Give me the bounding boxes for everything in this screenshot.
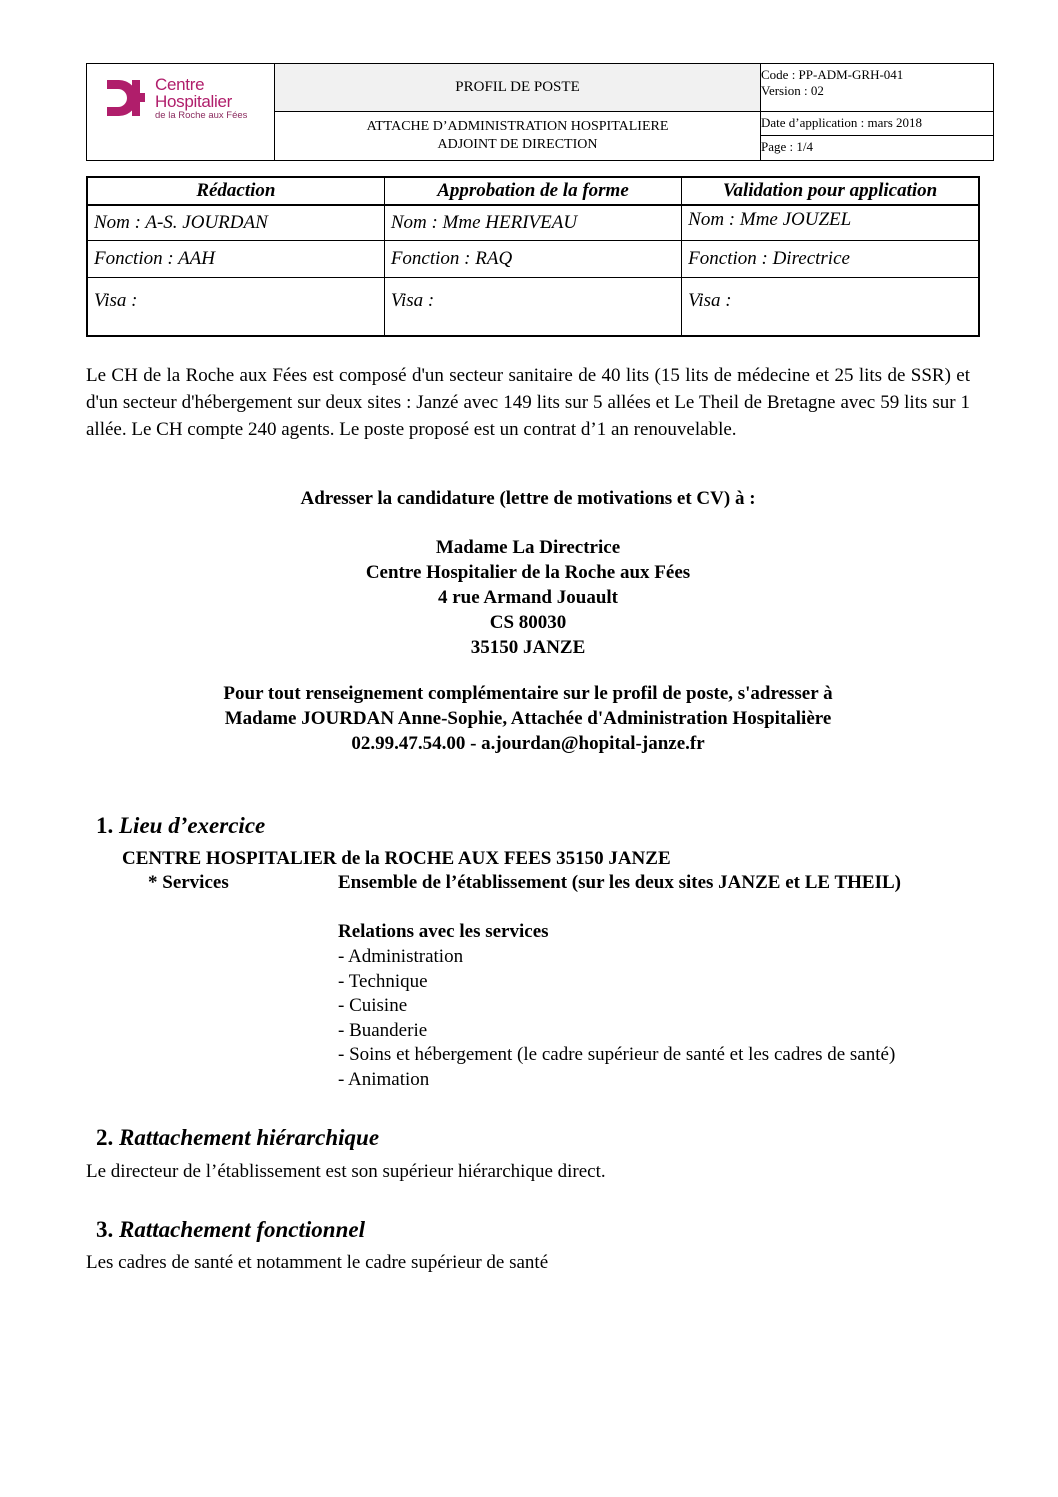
contact-line2: Madame JOURDAN Anne-Sophie, Attachée d'Administration Hospitalière [224,708,832,729]
list-item: - Soins et hébergement (le cadre supérieur de santé et les cadres de santé) [338,1044,896,1065]
logo-line-roche: de la Roche aux Fées [155,110,248,121]
section3-number: 3. [96,1217,114,1242]
address-line: 4 rue Armand Jouault [438,587,618,608]
header-approbation: Approbation de la forme [384,177,681,205]
establishment-name: CENTRE HOSPITALIER de la ROCHE AUX FEES 35150 JANZE [122,848,671,869]
list-item: - Cuisine [338,995,408,1016]
doc-title [275,112,761,160]
document-header [86,63,994,161]
date-application: Date d’application : mars 2018 [761,112,993,136]
visa-validation: Visa : [682,278,979,336]
list-item: - Administration [338,946,464,967]
approval-fonction-row [87,241,979,278]
page-number: Page : 1/4 [761,139,813,154]
fonction-approbation: Fonction : RAQ [384,241,681,278]
intro-paragraph: Le CH de la Roche aux Fées est composé d'un secteur sanitaire de 40 lits (15 lits de médecine et 25 lits de SSR) et d'un secteur d'hébergement sur deux sites : Janzé avec 149 lits sur 5 allées et Le Theil de Bretagne avec 59 lits sur 1 allée. Le CH compte 240 agents. Le poste proposé est un contrat d’1 an renouvelable. [86,365,970,440]
fonction-validation: Fonction : Directrice [682,241,979,278]
hospital-logo [105,76,265,124]
logo-text [155,76,247,122]
relations-title: Relations avec les services [338,921,549,942]
section2-text: Le directeur de l’établissement est son supérieur hiérarchique direct. [86,1161,606,1182]
nom-validation: Nom : Mme JOUZEL [682,205,979,241]
section3-title [96,1216,365,1244]
section2-title [96,1124,379,1152]
doc-type: PROFIL DE POSTE [275,64,761,112]
contact-line3: 02.99.47.54.00 - a.jourdan@hopital-janze.fr [351,733,705,754]
logo-cell [87,64,275,160]
relations-list [338,945,895,1092]
visa-approbation: Visa : [384,278,681,336]
logo-line-centre: Centre [155,75,205,94]
list-item: - Animation [338,1068,430,1090]
logo-line-hospitalier: Hospitalier [155,92,233,111]
candidature-instruction: Adresser la candidature (lettre de motivations et CV) à : [300,488,756,509]
services-label: * Services [148,872,229,893]
section1-title-text: Lieu d’exercice [119,813,266,838]
contact-block [86,681,970,756]
section1-number: 1. [96,813,114,838]
header-validation: Validation pour application [682,177,979,205]
fonction-redaction: Fonction : AAH [87,241,384,278]
list-item: - Buanderie [338,1019,428,1041]
doc-title-line1: ATTACHE D’ADMINISTRATION HOSPITALIERE [366,119,669,134]
contact-line1: Pour tout renseignement complémentaire sur le profil de poste, s'adresser à [223,683,833,704]
section2-title-text: Rattachement hiérarchique [119,1125,380,1150]
approval-table [86,176,980,337]
doc-title-line2: ADJOINT DE DIRECTION [437,137,598,152]
code-version-cell [761,64,993,112]
address-line: CS 80030 [489,612,567,633]
section1-title [96,812,265,840]
services-value: Ensemble de l’établissement (sur les deux sites JANZE et LE THEIL) [338,872,901,893]
approval-nom-row [87,205,979,241]
approval-visa-row [87,278,979,336]
approval-header-row [87,177,979,205]
nom-approbation: Nom : Mme HERIVEAU [384,205,681,241]
address-line: Centre Hospitalier de la Roche aux Fées [365,562,691,583]
address-line: 35150 JANZE [470,637,586,658]
section3-text: Les cadres de santé et notamment le cadre supérieur de santé [86,1252,549,1273]
doc-version: Version : 02 [761,83,824,98]
hospital-logo-icon [105,76,147,120]
candidature-address [86,535,970,660]
address-line: Madame La Directrice [435,537,621,558]
header-redaction: Rédaction [87,177,384,205]
nom-redaction: Nom : A-S. JOURDAN [87,205,384,241]
section3-title-text: Rattachement fonctionnel [119,1217,365,1242]
list-item: - Technique [338,970,428,992]
section2-number: 2. [96,1125,114,1150]
doc-code: Code : PP-ADM-GRH-041 [761,67,904,82]
visa-redaction: Visa : [87,278,384,336]
